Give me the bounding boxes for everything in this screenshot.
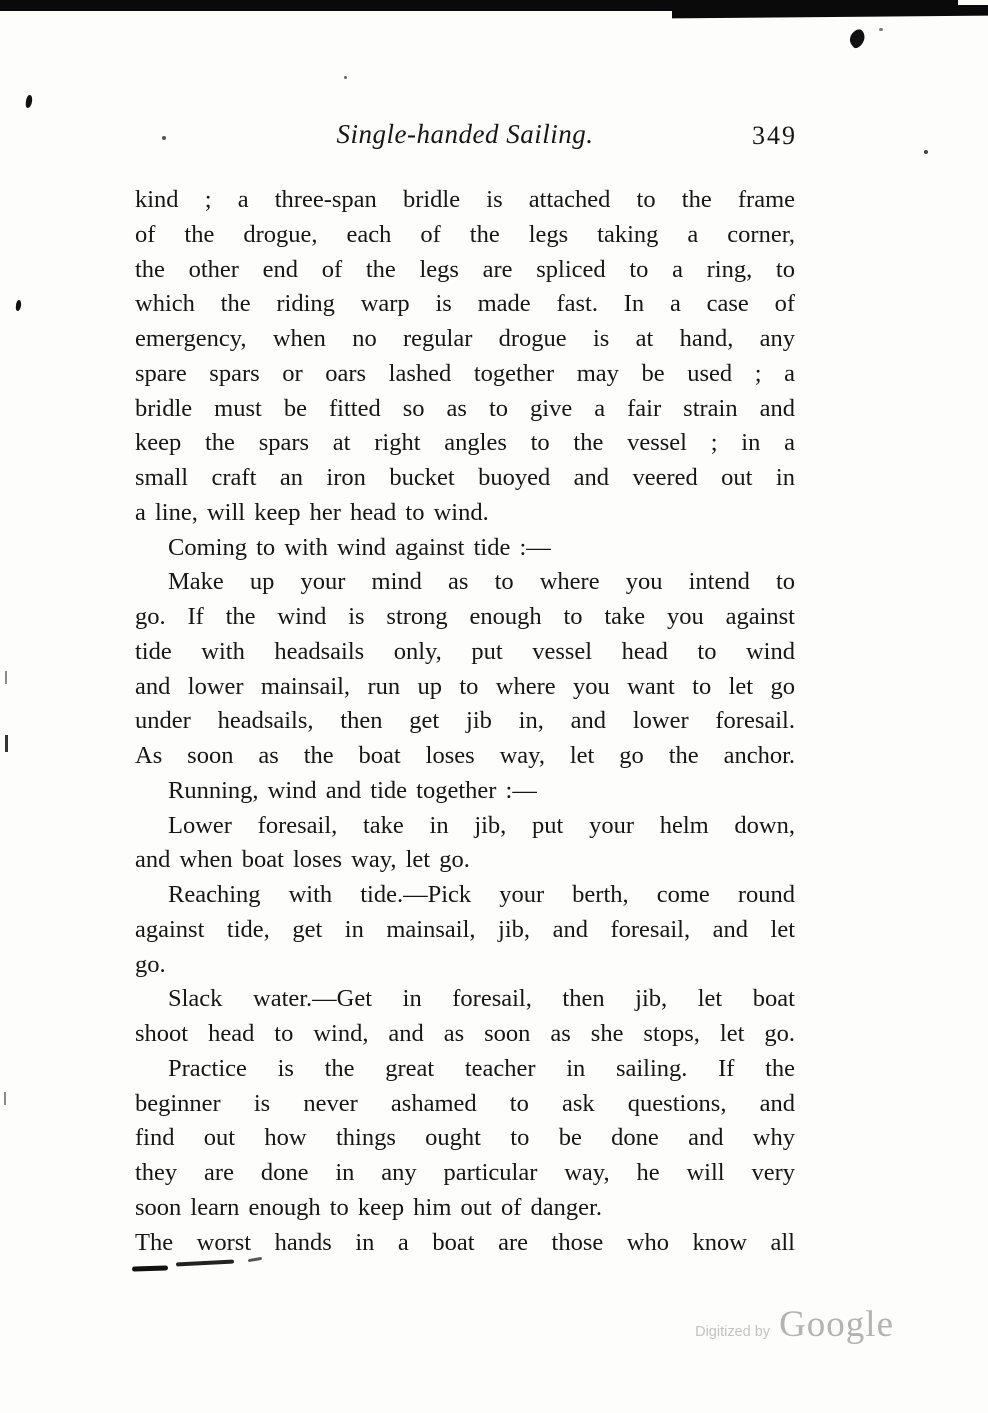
text-line: kind ; a three-span bridle is attached to the frame: [135, 186, 795, 213]
text-line: Running, wind and tide together :—: [168, 776, 537, 804]
text-line: spare spars or oars lashed together may be used ; a: [135, 359, 795, 387]
text-line: which the riding warp is made fast. In a case of: [135, 290, 795, 318]
text-line: Reaching with tide.—Pick your berth, come round: [168, 881, 795, 908]
text-line: tide with headsails only, put vessel head to wind: [135, 637, 795, 665]
ink-tick: [5, 735, 8, 752]
ink-dot: [162, 136, 166, 140]
text-line: a line, will keep her head to wind.: [135, 498, 489, 526]
ink-smudge: [176, 1259, 234, 1266]
text-line: As soon as the boat loses way, let go the anchor.: [135, 742, 795, 769]
text-line: Coming to with wind against tide :—: [168, 533, 551, 561]
running-header-title: Single-handed Sailing.: [336, 119, 594, 149]
text-line: Lower foresail, take in jib, put your helm down,: [168, 811, 795, 839]
text-line: The worst hands in a boat are those who know all: [135, 1228, 795, 1256]
watermark-prefix: Digitized by: [695, 1324, 771, 1340]
text-line: go.: [135, 950, 166, 978]
scan-top-bar-corner: [958, 0, 988, 5]
watermark: [695, 1303, 894, 1346]
text-line: they are done in any particular way, he will very: [135, 1159, 795, 1186]
text-line: find out how things ought to be done and why: [135, 1124, 795, 1152]
text-line: against tide, get in mainsail, jib, and foresail, and let: [135, 915, 795, 943]
ink-dot: [344, 76, 347, 79]
page-number: 349: [752, 121, 797, 150]
ink-mark: [25, 95, 33, 109]
google-logo: Google: [779, 1304, 894, 1345]
text-line: emergency, when no regular drogue is at hand, any: [135, 325, 795, 352]
text-line: Slack water.—Get in foresail, then jib, let boat: [168, 985, 795, 1013]
text-line: and when boat loses way, let go.: [135, 846, 470, 874]
text-line: Make up your mind as to where you intend to: [168, 568, 795, 596]
ink-smudge: [132, 1265, 168, 1271]
text-block: [135, 183, 795, 1260]
text-line: small craft an iron bucket buoyed and veered out in: [135, 464, 795, 491]
ink-dot: [879, 28, 883, 31]
ink-blob: [846, 27, 869, 49]
text-line: Practice is the great teacher in sailing. If the: [168, 1054, 795, 1082]
text-line: go. If the wind is strong enough to take you against: [135, 603, 795, 630]
text-line: the other end of the legs are spliced to a ring, to: [135, 255, 795, 283]
text-line: beginner is never ashamed to ask questions, and: [135, 1089, 795, 1117]
ink-dot: [924, 150, 928, 154]
text-line: keep the spars at right angles to the vessel ; in a: [135, 429, 795, 457]
ink-mark: [15, 300, 21, 311]
ink-tick: [4, 1092, 6, 1105]
text-line: bridle must be fitted so as to give a fair strain and: [135, 394, 795, 422]
text-line: shoot head to wind, and as soon as she stops, let go.: [135, 1020, 795, 1047]
text-line: soon learn enough to keep him out of danger.: [135, 1193, 602, 1221]
scan-top-bar-wedge: [672, 8, 988, 19]
text-line: and lower mainsail, run up to where you want to let go: [135, 672, 795, 700]
ink-tick: [5, 671, 7, 684]
text-line: of the drogue, each of the legs taking a corner,: [135, 220, 795, 248]
text-line: under headsails, then get jib in, and lower foresail.: [135, 707, 795, 735]
